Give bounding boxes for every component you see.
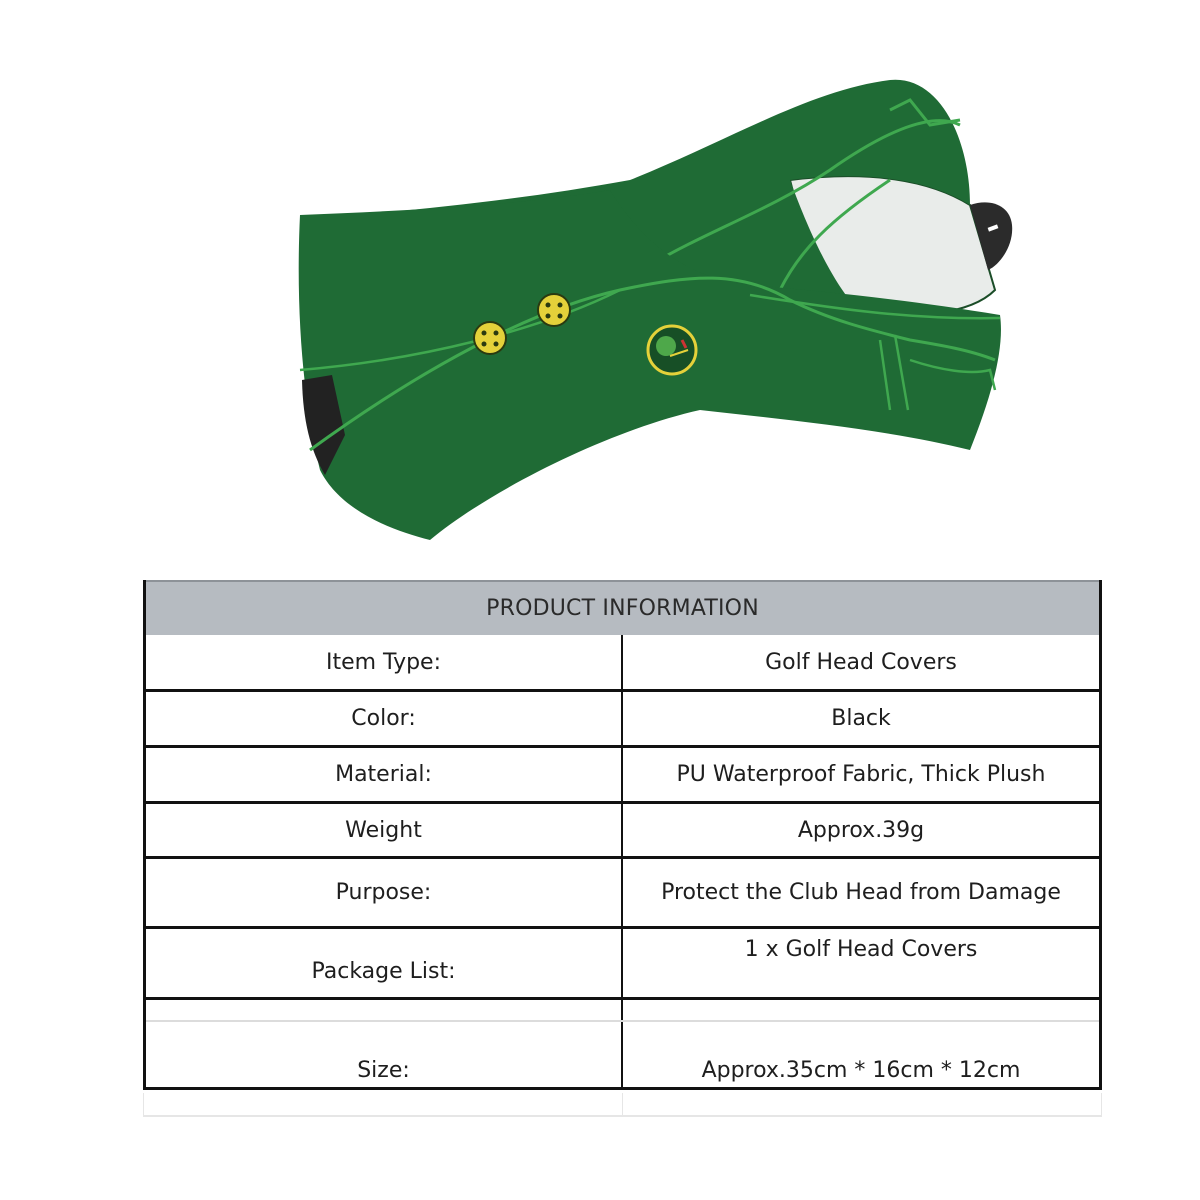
- row-label: Package List:: [146, 929, 623, 997]
- table-row-purpose: [146, 859, 1099, 929]
- button-icon: [538, 294, 570, 326]
- table-empty-row: [143, 1093, 1102, 1117]
- table-row-size: [146, 1000, 1099, 1090]
- table-title: PRODUCT INFORMATION: [146, 580, 1099, 635]
- row-value: Black: [831, 706, 891, 731]
- row-value: Approx.39g: [797, 817, 925, 843]
- table-row-material: [146, 748, 1099, 804]
- button-icon: [474, 322, 506, 354]
- row-value: PU Waterproof Fabric, Thick Plush: [676, 762, 1046, 787]
- divider: [622, 1093, 623, 1115]
- row-label: Size:: [146, 1000, 623, 1087]
- row-value: 1 x Golf Head Covers: [744, 937, 978, 962]
- table-row-item-type: [146, 635, 1099, 692]
- table-row-package-list: [146, 929, 1099, 1000]
- divider: [146, 1020, 1099, 1022]
- row-value: Approx.35cm * 16cm * 12cm: [701, 1058, 1021, 1083]
- product-information-table: [143, 580, 1102, 1090]
- row-label: Weight: [146, 804, 623, 856]
- product-image-golf-head-cover: [270, 30, 1030, 550]
- row-value: Protect the Club Head from Damage: [661, 880, 1061, 905]
- table-row-color: [146, 692, 1099, 748]
- row-label: Purpose:: [146, 859, 623, 926]
- table-row-weight: [146, 804, 1099, 859]
- row-label: Color:: [146, 692, 623, 745]
- emblem-badge-icon: [648, 326, 696, 374]
- row-label: Material:: [146, 748, 623, 801]
- row-value: Golf Head Covers: [765, 649, 957, 675]
- row-label: Item Type:: [146, 635, 623, 689]
